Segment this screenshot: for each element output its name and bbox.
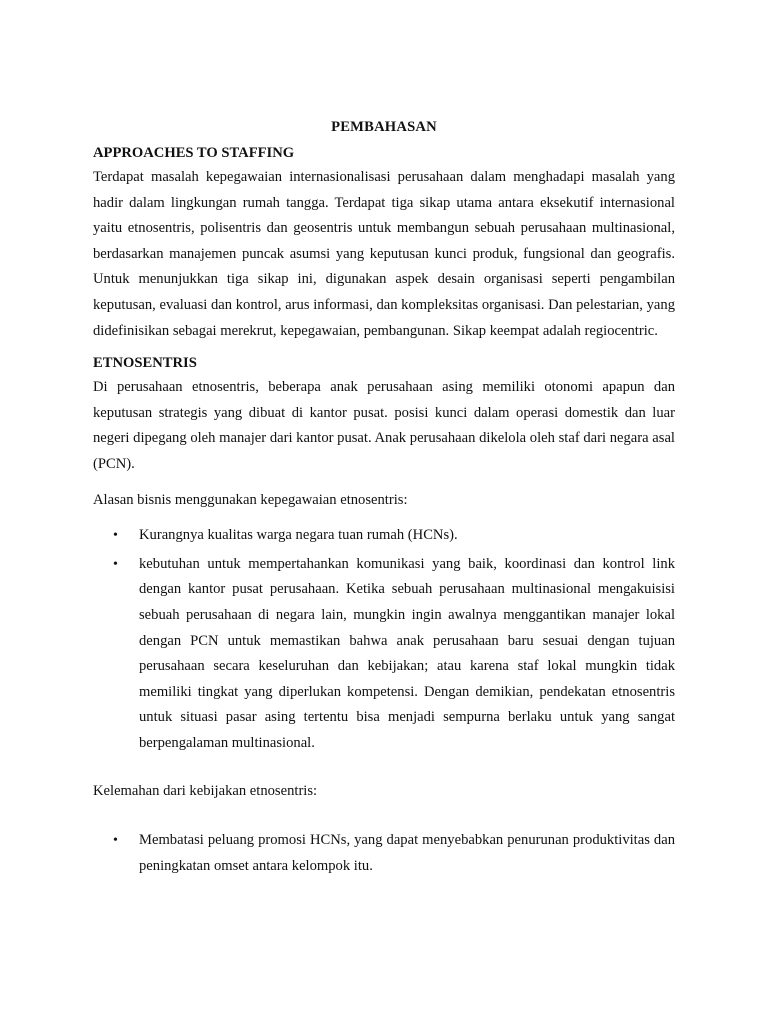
spacer	[93, 344, 675, 351]
document-body	[93, 116, 675, 879]
bullet-icon: •	[113, 528, 118, 544]
spacer	[93, 805, 675, 828]
document-title: PEMBAHASAN	[331, 119, 437, 135]
list-item-text: Membatasi peluang promosi HCNs, yang dapat menyebabkan penurunan produktivitas dan peningkatan omset antara kelompok itu.	[139, 832, 675, 874]
section-heading-approaches: APPROACHES TO STAFFING	[93, 145, 295, 161]
reasons-list	[93, 523, 675, 756]
list-item	[93, 523, 675, 549]
paragraph-approaches: Terdapat masalah kepegawaian internasionalisasi perusahaan dalam menghadapi masalah yang hadir dalam lingkungan rumah tangga. Terdapat tiga sikap utama antara eksekutif internasional yaitu etnosentris, polisentris dan geosentris untuk membangun sebuah perusahaan multinasional, berdasarkan manajemen puncak asumsi yang keputusan kunci produk, fungsional dan geografis. Untuk menunjukkan tiga sikap ini, digunakan aspek desain organisasi seperti pengambilan keputusan, evaluasi dan kontrol, arus informasi, dan kompleksitas organisasi. Dan pelestarian, yang didefinisikan sebagai merekrut, kepegawaian, pembangunan. Sikap keempat adalah regiocentric.	[93, 169, 675, 339]
list-item	[93, 552, 675, 757]
bullet-icon: •	[113, 556, 118, 572]
weaknesses-intro: Kelemahan dari kebijakan etnosentris:	[93, 783, 318, 800]
bullet-icon: •	[113, 833, 118, 849]
spacer	[93, 756, 675, 779]
list-item-text: kebutuhan untuk mempertahankan komunikasi yang baik, koordinasi dan kontrol link dengan kantor pusat perusahaan. Ketika sebuah perusahaan multinasional mengakuisisi sebuah perusahaan di negara lain, mungkin ingin awalnya menggantikan manajer lokal dengan PCN untuk memastikan bahwa anak perusahaan baru sesuai dengan tujuan perusahaan secara keseluruhan dan kebijakan; atau karena staf lokal mungkin tidak memiliki tingkat yang diperlukan kompetensi. Dengan demikian, pendekatan etnosentris untuk situasi pasar asing tertentu bisa menjadi sempurna berlaku untuk yang sangat berpengalaman multinasional.	[139, 555, 675, 751]
section-heading-etnosentris: ETNOSENTRIS	[93, 355, 197, 372]
spacer	[93, 478, 675, 488]
list-item-text: Kurangnya kualitas warga negara tuan rumah (HCNs).	[139, 527, 458, 544]
list-item	[93, 828, 675, 879]
spacer	[93, 513, 675, 523]
reasons-intro: Alasan bisnis menggunakan kepegawaian etnosentris:	[93, 491, 408, 508]
paragraph-etnosentris: Di perusahaan etnosentris, beberapa anak perusahaan asing memiliki otonomi apapun dan keputusan strategis yang dibuat di kantor pusat. posisi kunci dalam operasi domestik dan luar negeri dipegang oleh manajer dari kantor pusat. Anak perusahaan dikelola oleh staf dari negara asal (PCN).	[93, 379, 675, 472]
weaknesses-list	[93, 828, 675, 879]
